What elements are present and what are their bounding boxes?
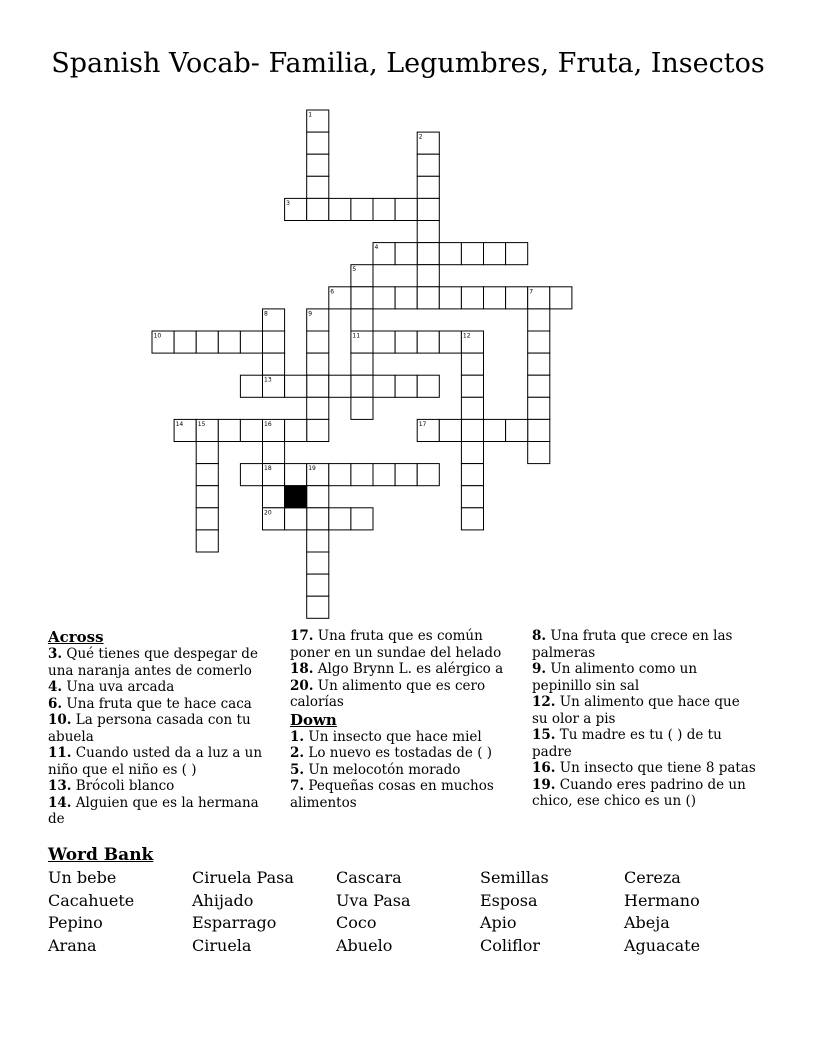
grid-cell[interactable] (351, 464, 373, 486)
grid-cell[interactable] (196, 331, 218, 353)
down-clue: 7. Pequeñas cosas en muchos alimentos (290, 778, 494, 811)
grid-cell[interactable] (329, 508, 351, 530)
grid-cell[interactable] (439, 243, 461, 265)
clue-number: 14 (175, 420, 184, 428)
down-clue: 9. Un alimento como un pepinillo sin sal (532, 661, 698, 694)
grid-cell[interactable] (196, 508, 218, 530)
grid-cell[interactable] (351, 198, 373, 220)
grid-cell[interactable] (196, 530, 218, 552)
clue-number: 10 (153, 332, 162, 340)
grid-cell[interactable] (417, 375, 439, 397)
grid-cell[interactable] (307, 132, 329, 154)
grid-cell[interactable] (196, 486, 218, 508)
grid-cell[interactable] (307, 176, 329, 198)
across-clue: 17. Una fruta que es común poner en un sundae del helado (290, 628, 502, 661)
down-clue: 8. Una fruta que crece en las palmeras (532, 628, 733, 661)
grid-cell[interactable] (307, 154, 329, 176)
grid-cell[interactable] (528, 309, 550, 331)
grid-cell[interactable] (329, 198, 351, 220)
word-bank-item: Esposa (480, 890, 538, 910)
across-clue: 3. Qué tienes que despegar de una naranja antes de comerlo (48, 646, 258, 679)
across-clue: 18. Algo Brynn L. es alérgico a (290, 661, 504, 677)
clue-number: 7 (529, 288, 534, 296)
grid-cell[interactable] (196, 442, 218, 464)
grid-cell[interactable] (240, 464, 262, 486)
black-cell (285, 486, 307, 508)
grid-cell[interactable] (528, 331, 550, 353)
word-bank-item: Esparrago (192, 913, 277, 932)
grid-cell[interactable] (285, 464, 307, 486)
grid-cell[interactable] (285, 508, 307, 530)
across-clue: 6. Una fruta que te hace caca (48, 695, 252, 712)
grid-cell[interactable] (373, 331, 395, 353)
word-bank-item: Apio (480, 913, 517, 932)
grid-cell[interactable] (373, 464, 395, 486)
clue-number: 18 (264, 465, 272, 473)
grid-cell[interactable] (528, 419, 550, 441)
grid-cell[interactable] (395, 198, 417, 220)
word-bank-item: Un bebe (48, 868, 117, 887)
grid-cell[interactable] (307, 375, 329, 397)
grid-cell[interactable] (461, 375, 483, 397)
grid-cell[interactable] (307, 353, 329, 375)
clue-number: 2 (418, 133, 423, 141)
grid-cell[interactable] (461, 442, 483, 464)
grid-cell[interactable] (351, 508, 373, 530)
grid-cell[interactable] (395, 464, 417, 486)
grid-cell[interactable] (417, 243, 439, 265)
grid-cell[interactable] (307, 574, 329, 596)
clue-number: 12 (462, 332, 471, 340)
clue-number: 4 (374, 244, 379, 252)
grid-cell[interactable] (461, 353, 483, 375)
word-bank-item: Cascara (336, 868, 402, 887)
grid-cell[interactable] (506, 287, 528, 309)
down-clue: 12. Un alimento que hace que su olor a pis (532, 694, 740, 727)
grid-cell[interactable] (528, 442, 550, 464)
grid-cell[interactable] (307, 530, 329, 552)
grid-cell[interactable] (439, 419, 461, 441)
grid-cell[interactable] (263, 486, 285, 508)
grid-cell[interactable] (506, 419, 528, 441)
across-clue: 13. Brócoli blanco (48, 778, 175, 794)
across-heading: Across (48, 628, 104, 646)
grid-cell[interactable] (329, 464, 351, 486)
grid-cell[interactable] (240, 419, 262, 441)
word-bank-heading: Word Bank (48, 845, 154, 865)
clue-number: 17 (418, 420, 427, 428)
grid-cell[interactable] (329, 375, 351, 397)
clue-number: 20 (264, 509, 272, 517)
word-bank-item: Abuelo (336, 935, 393, 955)
clue-number: 15 (197, 420, 206, 428)
grid-cell[interactable] (373, 375, 395, 397)
grid-cell[interactable] (373, 287, 395, 309)
grid-cell[interactable] (307, 552, 329, 574)
clue-number: 9 (308, 310, 313, 318)
clue-number: 5 (352, 266, 357, 274)
middle-column (290, 628, 515, 811)
across-clue: 10. La persona casada con tu abuela (48, 712, 251, 745)
grid-cell[interactable] (461, 486, 483, 508)
grid-cell[interactable] (240, 331, 262, 353)
word-bank-item: Cacahuete (48, 890, 135, 910)
across-clue: 14. Alguien que es la hermana de (48, 794, 259, 827)
grid-cell[interactable] (484, 243, 506, 265)
grid-cell[interactable] (417, 154, 439, 176)
down-clue: 2. Lo nuevo es tostadas de ( ) (290, 745, 493, 761)
word-bank-item: Pepino (48, 913, 103, 932)
grid-cell[interactable] (417, 221, 439, 243)
grid-cell[interactable] (196, 464, 218, 486)
grid-cell[interactable] (351, 375, 373, 397)
clue-number: 16 (264, 420, 272, 428)
word-bank-item: Cereza (624, 868, 681, 887)
page-title: Spanish Vocab- Familia, Legumbres, Fruta, Insectos (51, 48, 765, 79)
grid-cell[interactable] (307, 397, 329, 419)
word-bank-item: Hermano (624, 890, 700, 910)
down-column (532, 628, 757, 810)
grid-cell[interactable] (351, 287, 373, 309)
clue-number: 19 (308, 465, 316, 473)
grid-cell[interactable] (528, 375, 550, 397)
across-column (48, 628, 273, 828)
grid-cell[interactable] (528, 353, 550, 375)
grid-cell[interactable] (263, 442, 285, 464)
word-bank-item: Ahijado (192, 890, 254, 910)
clue-number: 8 (264, 310, 268, 318)
grid-cell[interactable] (439, 287, 461, 309)
down-heading: Down (290, 710, 337, 729)
grid-cell[interactable] (395, 243, 417, 265)
across-clue: 4. Una uva arcada (48, 679, 175, 695)
grid-cell[interactable] (550, 287, 572, 309)
grid-cell[interactable] (263, 353, 285, 375)
grid-cell[interactable] (351, 353, 373, 375)
word-bank-item: Uva Pasa (336, 890, 411, 910)
grid-cell[interactable] (461, 419, 483, 441)
grid-cell[interactable] (461, 397, 483, 419)
grid-cell[interactable] (174, 331, 196, 353)
word-bank-item: Coliflor (480, 935, 541, 955)
grid-cell[interactable] (218, 331, 240, 353)
word-bank-item: Abeja (624, 913, 670, 932)
word-bank-item: Ciruela (192, 935, 252, 955)
word-bank (48, 868, 768, 956)
down-clue: 5. Un melocotón morado (290, 761, 461, 778)
grid-cell[interactable] (307, 596, 329, 618)
grid-cell[interactable] (417, 265, 439, 287)
clue-number: 3 (286, 199, 290, 207)
grid-cell[interactable] (240, 375, 262, 397)
word-bank-item: Semillas (480, 868, 549, 887)
grid-cell[interactable] (263, 331, 285, 353)
grid-cell[interactable] (285, 419, 307, 441)
grid-cell[interactable] (285, 375, 307, 397)
clue-number: 13 (264, 376, 272, 384)
grid-cell[interactable] (351, 397, 373, 419)
across-clue: 11. Cuando usted da a luz a un niño que el niño es ( ) (48, 745, 263, 778)
clue-number: 11 (352, 332, 361, 340)
down-clue: 16. Un insecto que tiene 8 patas (532, 760, 756, 776)
word-bank-item: Ciruela Pasa (192, 868, 294, 887)
grid-cell[interactable] (484, 287, 506, 309)
grid-cell[interactable] (417, 287, 439, 309)
grid-cell[interactable] (218, 419, 240, 441)
grid-cell[interactable] (461, 287, 483, 309)
clue-number: 6 (330, 288, 335, 296)
grid-cell[interactable] (417, 176, 439, 198)
grid-cell[interactable] (395, 287, 417, 309)
down-clue: 15. Tu madre es tu ( ) de tu padre (532, 727, 722, 760)
grid-cell[interactable] (461, 508, 483, 530)
across-clue: 20. Un alimento que es cero calorías (290, 677, 486, 710)
grid-cell[interactable] (307, 486, 329, 508)
grid-cell[interactable] (528, 397, 550, 419)
word-bank-item: Aguacate (624, 935, 701, 955)
grid-cell[interactable] (373, 198, 395, 220)
grid-cell[interactable] (417, 464, 439, 486)
word-bank-item: Arana (48, 935, 97, 955)
down-clue: 19. Cuando eres padrino de un chico, ese chico es un () (532, 776, 746, 809)
clue-number: 1 (308, 111, 313, 119)
grid-cell[interactable] (307, 198, 329, 220)
down-clue: 1. Un insecto que hace miel (290, 728, 482, 745)
grid-cell[interactable] (307, 419, 329, 441)
grid-cell[interactable] (461, 464, 483, 486)
grid-cell[interactable] (439, 331, 461, 353)
grid-cell[interactable] (307, 508, 329, 530)
grid-cell[interactable] (417, 331, 439, 353)
grid-cell[interactable] (351, 309, 373, 331)
grid-cell[interactable] (484, 419, 506, 441)
grid-cell[interactable] (395, 375, 417, 397)
grid-cell[interactable] (307, 331, 329, 353)
grid-cell[interactable] (395, 331, 417, 353)
grid-cell[interactable] (506, 243, 528, 265)
grid-cell[interactable] (461, 243, 483, 265)
grid-cell[interactable] (417, 198, 439, 220)
word-bank-item: Coco (336, 913, 377, 932)
